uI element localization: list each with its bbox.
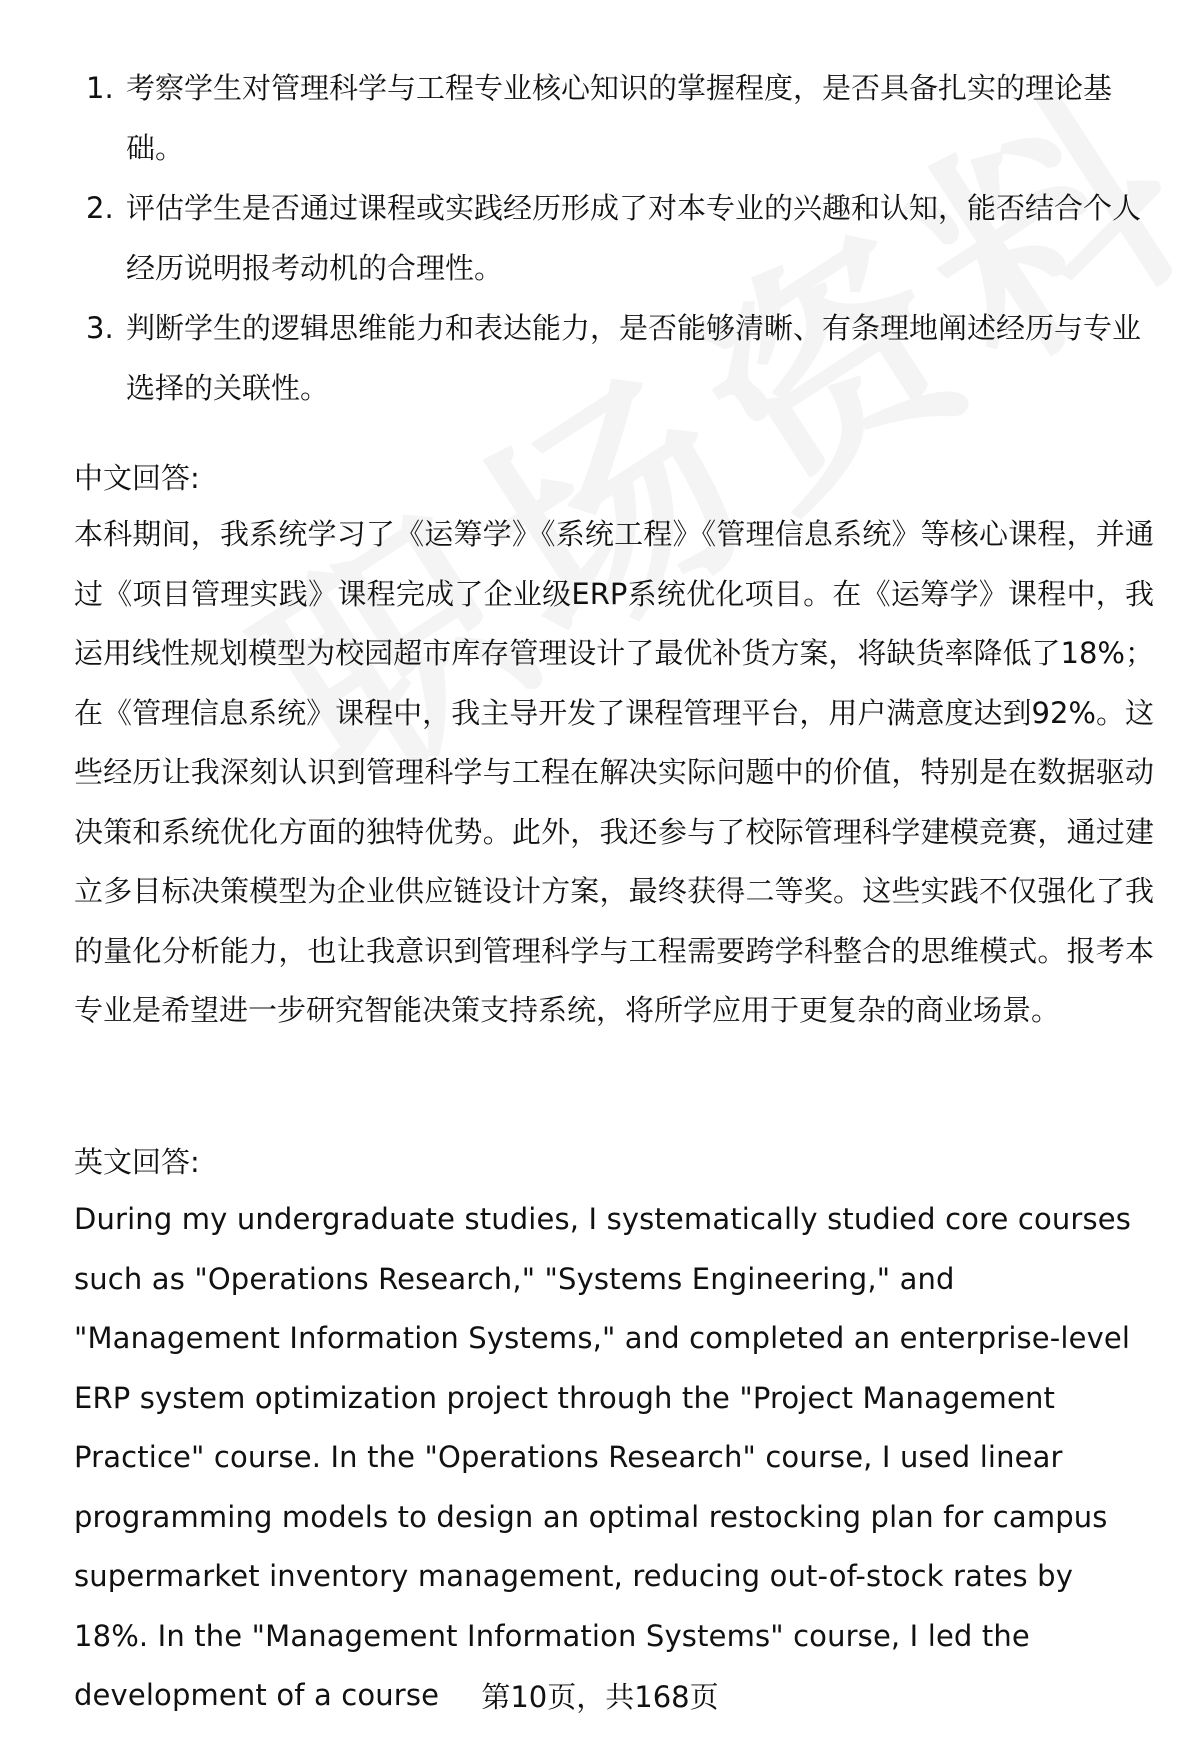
criteria-number: 1.: [86, 71, 114, 105]
english-answer-label: 英文回答:: [74, 1145, 200, 1179]
criteria-text: 考察学生对管理科学与工程专业核心知识的掌握程度，是否具备扎实的理论基础。: [126, 71, 1113, 165]
criteria-text: 判断学生的逻辑思维能力和表达能力，是否能够清晰、有条理地阐述经历与专业选择的关联性。: [126, 311, 1142, 405]
evaluation-criteria-list: [74, 58, 1154, 418]
chinese-answer-text: 本科期间，我系统学习了《运筹学》《系统工程》《管理信息系统》等核心课程，并通过《项目管理实践》课程完成了企业级ERP系统优化项目。在《运筹学》课程中，我运用线性规划模型为校园超市库存管理设计了最优补货方案，将缺货率降低了18%；在《管理信息系统》课程中，我主导开发了课程管理平台，用户满意度达到92%。这些经历让我深刻认识到管理科学与工程在解决实际问题中的价值，特别是在数据驱动决策和系统优化方面的独特优势。此外，我还参与了校际管理科学建模竞赛，通过建立多目标决策模型为企业供应链设计方案，最终获得二等奖。这些实践不仅强化了我的量化分析能力，也让我意识到管理科学与工程需要跨学科整合的思维模式。报考本专业是希望进一步研究智能决策支持系统，将所学应用于更复杂的商业场景。: [74, 517, 1154, 1027]
english-answer-text: During my undergraduate studies, I systematically studied core courses such as "Operations Research," "Systems Engineering," and "Management Information Systems," and completed an enterprise-level ERP system optimization project through the "Project Management Practice" course. In the "Operations Research" course, I used linear programming models to design an optimal restocking plan for campus supermarket inventory management, reducing out-of-stock rates by 18%. In the "Management Information Systems" course, I led the development of a course: [74, 1202, 1131, 1712]
criteria-number: 3.: [86, 311, 114, 345]
criteria-item: [74, 298, 1154, 418]
criteria-item: [74, 178, 1154, 298]
criteria-text: 评估学生是否通过课程或实践经历形成了对本专业的兴趣和认知，能否结合个人经历说明报考动机的合理性。: [126, 191, 1142, 285]
page-number-footer: 第10页，共168页: [481, 1680, 719, 1714]
criteria-item: [74, 58, 1154, 178]
chinese-answer-label: 中文回答:: [74, 461, 200, 495]
criteria-number: 2.: [86, 191, 114, 225]
